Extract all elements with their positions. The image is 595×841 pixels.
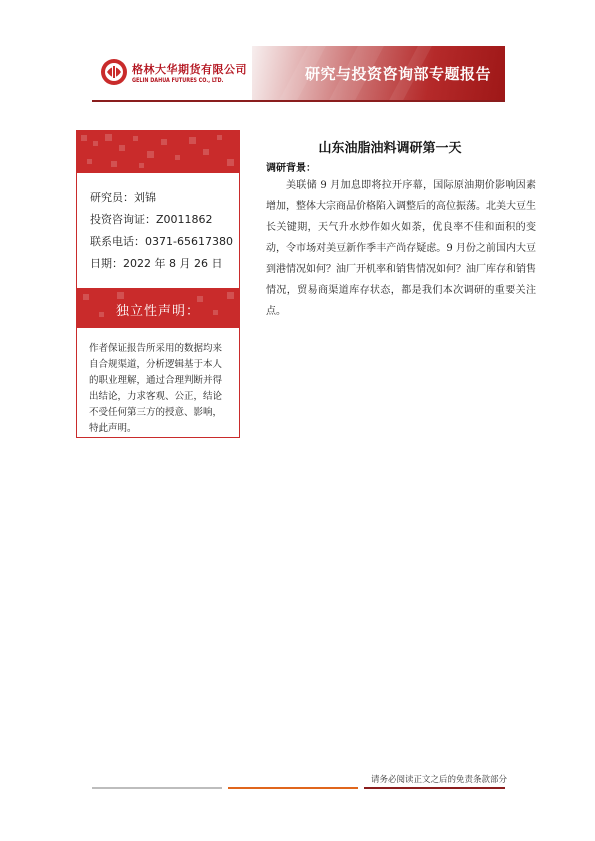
footer-divider-gray [92,787,222,789]
report-type-title: 研究与投资咨询部专题报告 [304,65,491,83]
analyst-name: 研究员：刘锦 [90,191,156,204]
panel-top-banner [77,131,239,173]
license-number: 投资咨询证：Z0011862 [90,213,213,226]
report-title: 山东油脂油料调研第一天 [318,141,462,156]
analyst-info-panel [76,130,240,438]
report-type-banner [252,46,505,100]
independence-statement-text: 作者保证报告所采用的数据均来自合规渠道，分析逻辑基于本人的职业理解，通过合理判断并得出结论，力求客观、公正，结论不受任何第三方的授意、影响，特此声明。 [89,343,223,434]
footer-divider-orange [228,787,358,789]
report-header [92,46,505,100]
section-heading: 调研背景： [266,163,316,174]
independence-statement-title: 独立性声明： [115,304,200,319]
company-name-en: GELIN DAHUA FUTURES CO., LTD. [132,77,224,84]
report-date: 日期：2022 年 8 月 26 日 [90,257,223,270]
decorative-pattern-icon [77,131,239,173]
independence-statement-header [77,288,239,328]
header-divider [92,100,505,102]
company-name-cn: 格林大华期货有限公司 [132,63,247,76]
contact-phone: 联系电话：0371-65617380 [90,235,233,248]
company-logo [92,46,252,100]
disclaimer-note: 请务必阅读正文之后的免责条款部分 [370,775,507,785]
footer-divider-red [364,787,505,789]
background-paragraph: 美联储 9 月加息即将拉开序幕，国际原油期价影响因素增加，整体大宗商品价格陷入调整后的高位振荡。北美大豆生长关键期，天气升水炒作如火如荼，优良率不佳和面积的变动，令市场对美豆新作季丰产尚存疑虑。9 月份之前国内大豆到港情况如何？油厂开机率和销售情况如何？油厂库存和销售情况，贸易商渠道库存状态，都是我们本次调研的重要关注点。 [266,180,536,317]
company-logo-icon [100,58,128,86]
